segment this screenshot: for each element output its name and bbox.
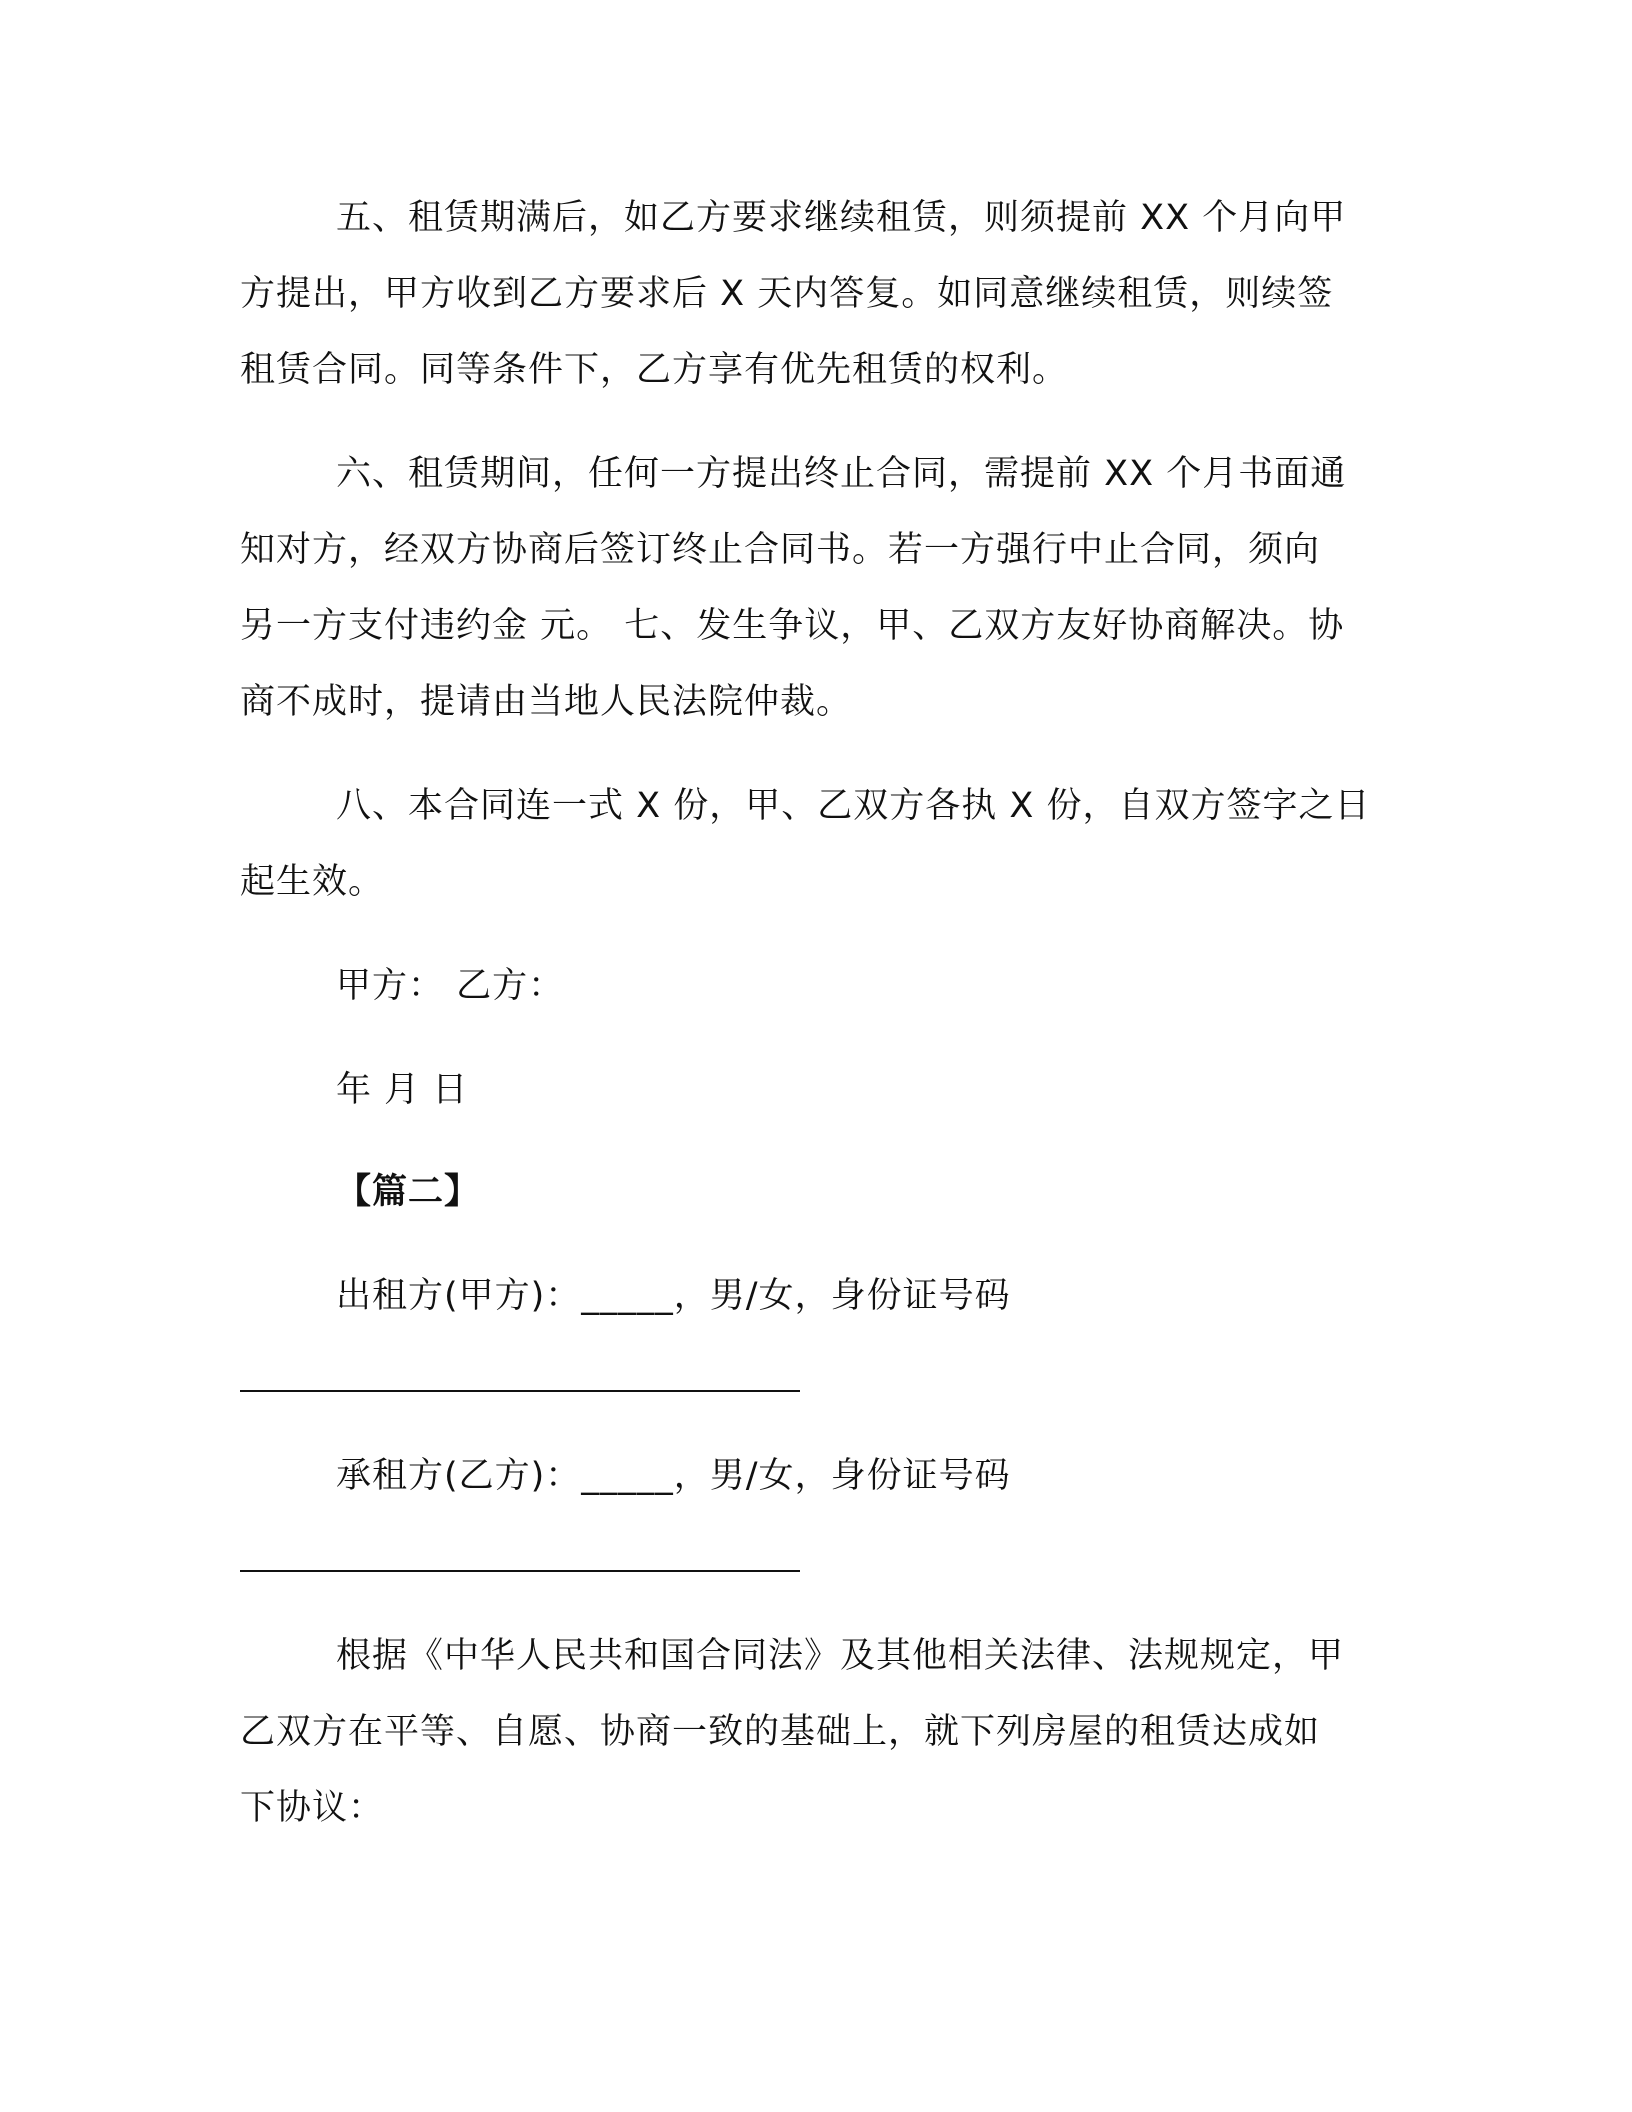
lessee-line: 承租方(乙方)：_____，男/女，身份证号码 <box>336 1456 1011 1496</box>
document-page <box>240 0 1400 2112</box>
basis-line-3: 下协议： <box>240 1788 385 1828</box>
clause-6-line-2: 知对方，经双方协商后签订终止合同书。若一方强行中止合同，须向 <box>240 530 1321 570</box>
basis-line-1: 根据《中华人民共和国合同法》及其他相关法律、法规规定，甲 <box>336 1636 1345 1676</box>
clause-6-line-3: 另一方支付违约金 元。 七、发生争议，甲、乙双方友好协商解决。协 <box>240 606 1345 646</box>
clause-8-line-2: 起生效。 <box>240 862 385 902</box>
clause-6-line-4: 商不成时，提请由当地人民法院仲裁。 <box>240 682 853 722</box>
clause-5-line-2: 方提出，甲方收到乙方要求后 X 天内答复。如同意继续租赁，则续签 <box>240 274 1334 314</box>
basis-line-2: 乙双方在平等、自愿、协商一致的基础上，就下列房屋的租赁达成如 <box>240 1712 1321 1752</box>
clause-8-line-1: 八、本合同连一式 X 份，甲、乙双方各执 X 份，自双方签字之日 <box>336 786 1371 826</box>
clause-5-line-1: 五、租赁期满后，如乙方要求继续租赁，则须提前 XX 个月向甲 <box>336 198 1347 238</box>
signature-line: 甲方： 乙方： <box>336 966 565 1006</box>
clause-5-line-3: 租赁合同。同等条件下，乙方享有优先租赁的权利。 <box>240 350 1069 390</box>
lessee-id-blank <box>240 1570 800 1572</box>
section-title: 【篇二】 <box>336 1172 481 1212</box>
clause-6-line-1: 六、租赁期间，任何一方提出终止合同，需提前 XX 个月书面通 <box>336 454 1347 494</box>
lessor-id-blank <box>240 1390 800 1392</box>
date-line: 年 月 日 <box>336 1070 469 1110</box>
lessor-line: 出租方(甲方)：_____，男/女，身份证号码 <box>336 1276 1011 1316</box>
